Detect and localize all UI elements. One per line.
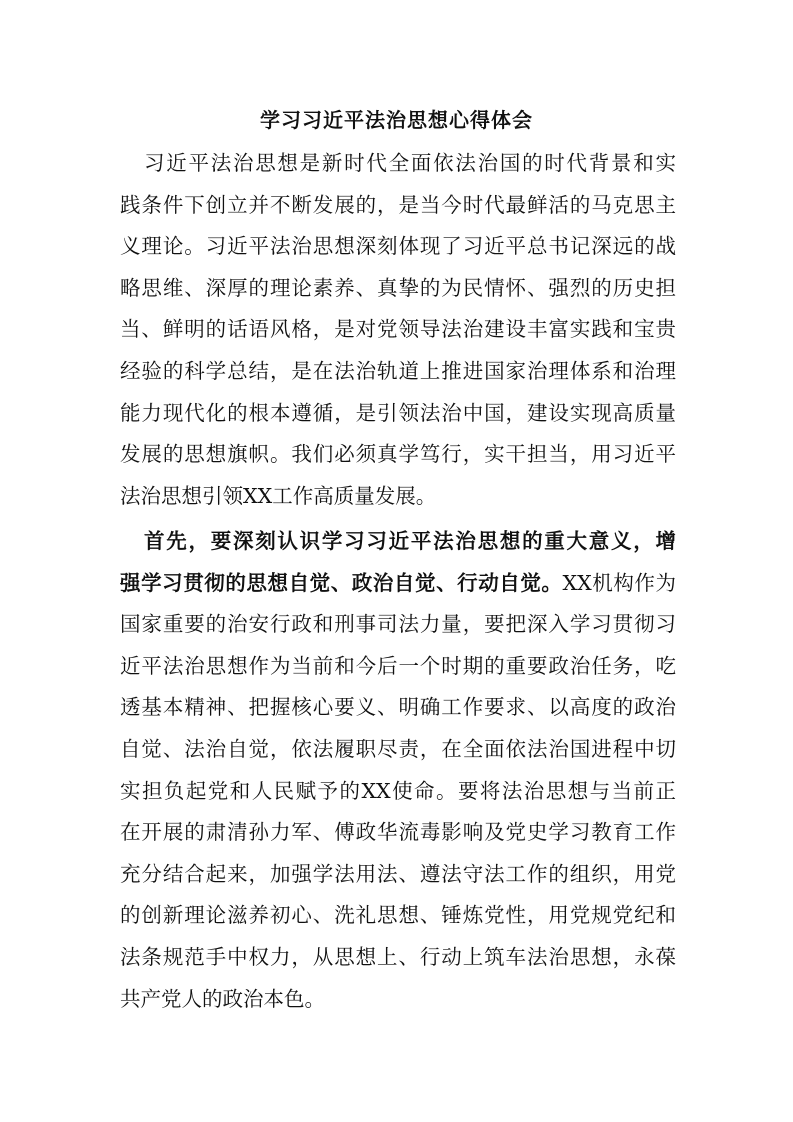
paragraph-line: 近平法治思想作为当前和今后一个时期的重要政治任务，吃 (120, 653, 676, 678)
paragraph-line: 的创新理论滋养初心、洗礼思想、锤炼党性，用党规党纪和 (120, 903, 676, 928)
paragraph-line: 在开展的肃清孙力军、傅政华流毒影响及党史学习教育工作 (120, 820, 676, 845)
paragraph-line: 略思维、深厚的理论素养、真挚的为民情怀、强烈的历史担 (120, 275, 676, 300)
paragraph-line: 义理论。习近平法治思想深刻体现了习近平总书记深远的战 (120, 234, 676, 259)
paragraph-line: 发展的思想旗帜。我们必须真学笃行，实干担当，用习近平 (120, 442, 676, 467)
paragraph-line-rest: XX机构作为 (562, 570, 676, 595)
paragraph-line: 习近平法治思想是新时代全面依法治国的时代背景和实 (144, 151, 676, 175)
document-title: 学习习近平法治思想心得体会 (260, 108, 533, 132)
paragraph-line: 践条件下创立并不断发展的，是当今时代最鲜活的马克思主 (120, 192, 676, 217)
paragraph-line: 法治思想引领XX工作高质量发展。 (120, 483, 437, 508)
paragraph-line: 经验的科学总结，是在法治轨道上推进国家治理体系和治理 (120, 358, 676, 383)
paragraph-line: 充分结合起来，加强学法用法、遵法守法工作的组织，用党 (120, 861, 676, 886)
paragraph-line (120, 563, 676, 605)
paragraph-line: 实担负起党和人民赋予的XX使命。要将法治思想与当前正 (120, 778, 676, 803)
paragraph-line: 透基本精神、把握核心要义、明确工作要求、以高度的政治 (120, 695, 676, 720)
paragraph-line: 法条规范手中权力，从思想上、行动上筑车法治思想，永葆 (120, 944, 676, 969)
paragraph-heading-line: 首先，要深刻认识学习习近平法治思想的重大意义，增 (144, 529, 676, 553)
paragraph-line: 能力现代化的根本遵循，是引领法治中国，建设实现高质量 (120, 400, 676, 425)
paragraph-first-point (120, 521, 676, 1020)
paragraph-line: 国家重要的治安行政和刑事司法力量，要把深入学习贯彻习 (120, 612, 676, 637)
paragraph-intro (120, 143, 676, 517)
paragraph-line: 当、鲜明的话语风格，是对党领导法治建设丰富实践和宝贵 (120, 317, 676, 342)
paragraph-line: 共产党人的政治本色。 (120, 986, 325, 1011)
paragraph-line: 自觉、法治自觉，依法履职尽责，在全面依法治国进程中切 (120, 736, 676, 761)
paragraph-heading-tail: 强学习贯彻的思想自觉、政治自觉、行动自觉。 (120, 570, 563, 595)
